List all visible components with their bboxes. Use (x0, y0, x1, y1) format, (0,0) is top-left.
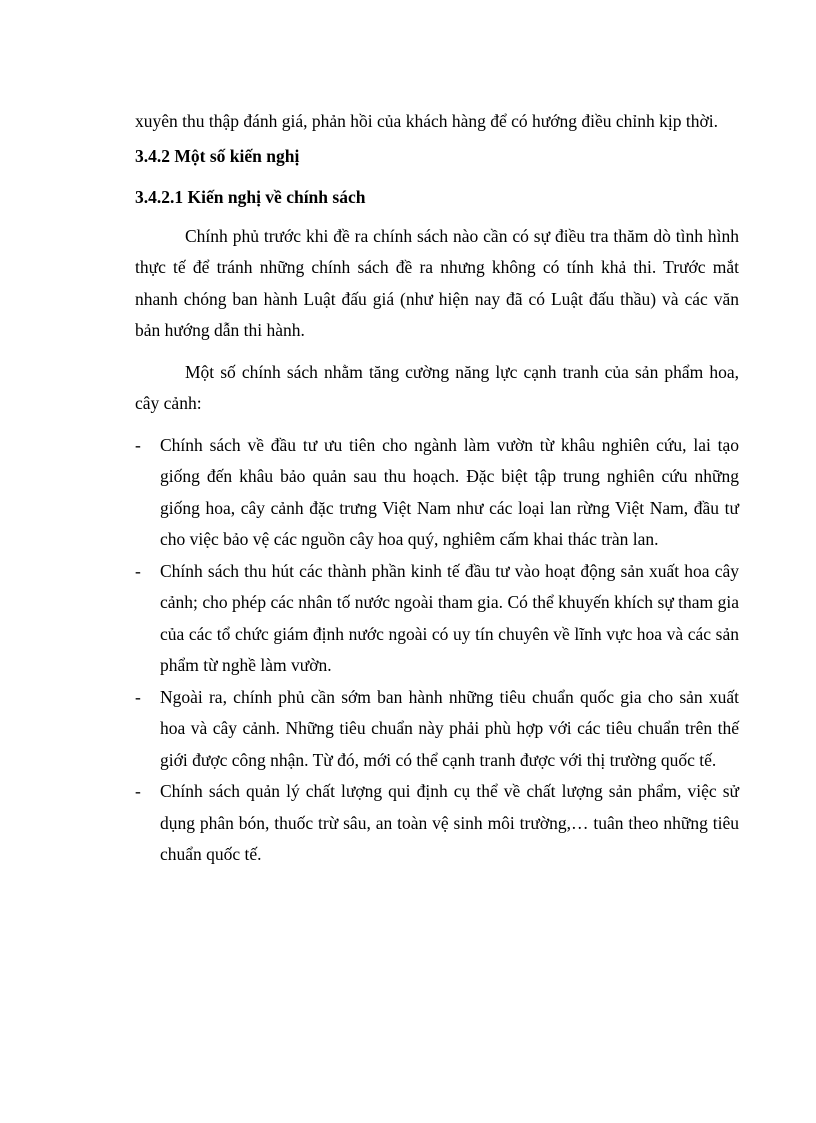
paragraph-competitiveness-intro: Một số chính sách nhằm tăng cường năng lực cạnh tranh của sản phẩm hoa, cây cảnh: (135, 361, 739, 413)
paragraph-government-policy: Chính phủ trước khi đề ra chính sách nào cần có sự điều tra thăm dò tình hình thực tế để tránh những chính sách đề ra nhưng không có tính khả thi. Trước mắt nhanh chóng ban hành Luật đấu giá (như hiện nay đã có Luật đấu thầu) và các văn bản hướng dẫn thi hành. (135, 225, 739, 340)
list-item-text: Ngoài ra, chính phủ cần sớm ban hành những tiêu chuẩn quốc gia cho sản xuất hoa và cây cảnh. Những tiêu chuẩn này phải phù hợp với các tiêu chuẩn trên thế giới được công nhận. Từ đó, mới có thể cạnh tranh được với thị trường quốc tế. (160, 686, 739, 770)
list-item-text: Chính sách quản lý chất lượng qui định cụ thể về chất lượng sản phẩm, việc sử dụng phân bón, thuốc trừ sâu, an toàn vệ sinh môi trường,… tuân theo những tiêu chuẩn quốc tế. (160, 781, 739, 864)
bullet-dash: - (135, 781, 141, 801)
bullet-dash: - (135, 560, 141, 581)
list-item (135, 682, 739, 777)
bullet-dash: - (135, 686, 141, 707)
list-item (135, 556, 739, 682)
document-page (135, 106, 739, 871)
list-item (135, 776, 739, 871)
policy-list (135, 430, 739, 871)
list-item (135, 430, 739, 556)
continuation-text: xuyên thu thập đánh giá, phản hồi của khách hàng để có hướng điều chỉnh kịp thời. (135, 111, 718, 131)
list-item-text: Chính sách thu hút các thành phần kinh tế đầu tư vào hoạt động sản xuất hoa cây cảnh; cho phép các nhân tố nước ngoài tham gia. Có thể khuyến khích sự tham gia của các tổ chức giám định nước ngoài có uy tín chuyên về lĩnh vực hoa và các sản phẩm từ nghề làm vườn. (160, 560, 739, 675)
subsection-heading-3-4-2-1: 3.4.2.1 Kiến nghị về chính sách (135, 186, 366, 207)
bullet-dash: - (135, 434, 141, 455)
section-heading-3-4-2: 3.4.2 Một số kiến nghị (135, 145, 300, 166)
list-item-text: Chính sách về đầu tư ưu tiên cho ngành làm vườn từ khâu nghiên cứu, lai tạo giống đến khâu bảo quản sau thu hoạch. Đặc biệt tập trung nghiên cứu những giống hoa, cây cảnh đặc trưng Việt Nam như các loại lan rừng Việt Nam, đầu tư cho việc bảo vệ các nguồn cây hoa quý, nghiêm cấm khai thác tràn lan. (160, 434, 739, 549)
